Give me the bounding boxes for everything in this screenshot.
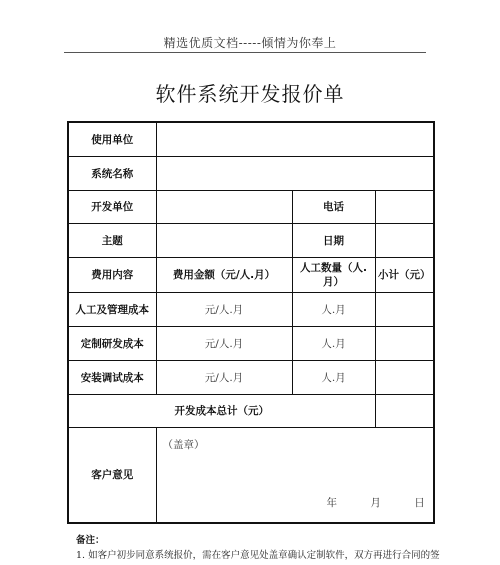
row-system-name xyxy=(68,156,434,190)
month-label: 月 xyxy=(370,497,381,509)
cost-item-name: 人工及管理成本 xyxy=(68,292,156,326)
header-content: 费用内容 xyxy=(68,257,156,292)
row-developer xyxy=(68,190,434,223)
total-cost-value-cell[interactable] xyxy=(375,394,434,427)
user-unit-label: 使用单位 xyxy=(68,122,156,156)
total-row xyxy=(68,394,434,427)
notes-section xyxy=(76,532,440,562)
labor-unit-cell[interactable]: 人.月 xyxy=(292,292,375,326)
customer-opinion-label: 客户意见 xyxy=(68,427,156,523)
subtotal-cell[interactable] xyxy=(375,292,434,326)
amount-unit-cell[interactable]: 元/人.月 xyxy=(156,292,292,326)
date-value-cell[interactable] xyxy=(375,223,434,257)
row-user-unit xyxy=(68,122,434,156)
cost-row xyxy=(68,326,434,360)
labor-unit-cell[interactable]: 人.月 xyxy=(292,326,375,360)
cost-item-name: 安装调试成本 xyxy=(68,360,156,394)
system-name-value-cell[interactable] xyxy=(156,156,434,190)
cost-row xyxy=(68,360,434,394)
total-cost-label: 开发成本总计（元） xyxy=(68,394,375,427)
signature-date xyxy=(327,495,425,510)
opinion-row xyxy=(68,427,434,523)
year-label: 年 xyxy=(326,497,337,509)
header-subtotal: 小计（元） xyxy=(375,257,434,292)
header-amount: 费用金额（元/人.月） xyxy=(156,257,292,292)
developer-value-cell[interactable] xyxy=(156,190,292,223)
cost-header-row xyxy=(68,257,434,292)
user-unit-value-cell[interactable] xyxy=(156,122,434,156)
labor-unit-cell[interactable]: 人.月 xyxy=(292,360,375,394)
amount-unit-cell[interactable]: 元/人.月 xyxy=(156,360,292,394)
document-title: 软件系统开发报价单 xyxy=(155,82,345,106)
subtotal-cell[interactable] xyxy=(375,326,434,360)
header-labor: 人工数量（人.月） xyxy=(292,257,375,292)
header-note: 精选优质文档-----倾情为你奉上 xyxy=(163,36,337,50)
developer-label: 开发单位 xyxy=(68,190,156,223)
notes-title: 备注： xyxy=(76,535,105,546)
day-label: 日 xyxy=(414,497,425,509)
amount-unit-cell[interactable]: 元/人.月 xyxy=(156,326,292,360)
seal-label: （盖章） xyxy=(162,438,205,451)
system-name-label: 系统名称 xyxy=(68,156,156,190)
date-label: 日期 xyxy=(292,223,375,257)
subtotal-cell[interactable] xyxy=(375,360,434,394)
header-divider xyxy=(64,52,426,53)
quote-table xyxy=(67,121,435,524)
subject-label: 主题 xyxy=(68,223,156,257)
phone-label: 电话 xyxy=(292,190,375,223)
cost-row xyxy=(68,292,434,326)
customer-opinion-area[interactable] xyxy=(156,427,434,523)
phone-value-cell[interactable] xyxy=(375,190,434,223)
row-subject xyxy=(68,223,434,257)
subject-value-cell[interactable] xyxy=(156,223,292,257)
notes-item: 1. 如客户初步同意系统报价，需在客户意见处盖章确认定制软件，双方再进行合同的签 xyxy=(76,550,440,561)
cost-item-name: 定制研发成本 xyxy=(68,326,156,360)
